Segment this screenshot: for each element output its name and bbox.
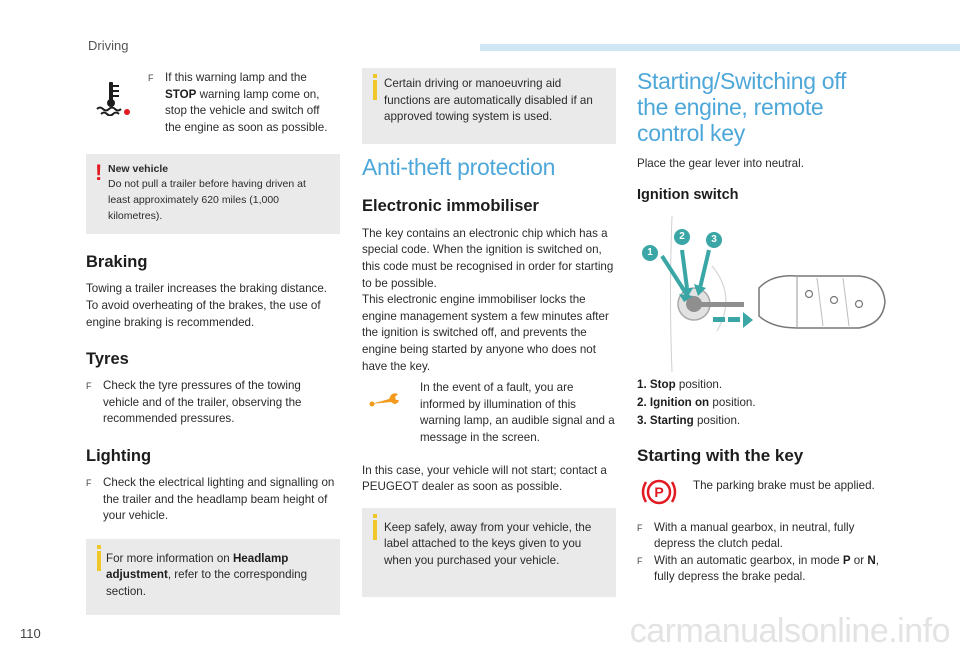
parking-brake-text: The parking brake must be applied. [693,478,875,492]
towing-info-box [362,68,616,144]
anti-theft-heading: Anti-theft protection [362,153,556,180]
info-icon [97,551,101,571]
exclamation-warning-icon: ! [95,160,103,186]
bullet-marker-icon: F [637,555,643,566]
bullet-marker-icon: F [86,381,92,392]
automatic-gearbox-bullet: F With an automatic gearbox, in mode P or N, fully depress the brake pedal. [637,553,887,586]
ignition-key-diagram [637,216,887,372]
parking-brake-block [637,476,887,508]
tyres-bullet: F Check the tyre pressures of the towing vehicle and of the trailer, observing the recommended pressures. [86,378,340,428]
info-icon [373,80,377,100]
list-item: 1. Stop position. [637,377,723,391]
new-vehicle-title: New vehicle [108,163,169,176]
gear-neutral-text: Place the gear lever into neutral. [637,157,804,170]
info-icon [373,520,377,540]
diagram-marker-1: 1 [642,245,658,261]
column-2 [362,68,616,597]
bullet-marker-icon: F [637,522,643,533]
column-3 [637,68,887,586]
list-item: 2. Ignition on position. [637,395,756,409]
ignition-switch-heading: Ignition switch [637,186,739,203]
keys-label-text: Keep safely, away from your vehicle, the label attached to the keys given to you when you purchased your vehicle. [384,520,592,567]
immobiliser-para-2: This electronic engine immobiliser locks the engine management system a few minutes after the ignition is switched off, and prevents the engine being started by anyone who does not have the key. [362,293,609,373]
page-number: 110 [20,626,41,641]
starting-with-key-heading: Starting with the key [637,445,804,465]
diagram-marker-3: 3 [706,232,722,248]
immobiliser-para-1: The key contains an electronic chip which has a special code. When the ignition is switched on, this code must be recognised in order for starting to be possible. [362,226,614,290]
headlamp-info-box [86,539,340,615]
new-vehicle-warning-box [86,154,340,234]
svg-text:P: P [654,483,664,500]
tyres-heading: Tyres [86,350,129,369]
manual-gearbox-bullet: F With a manual gearbox, in neutral, fully depress the clutch pedal. [637,520,887,553]
diagram-marker-2: 2 [674,229,690,245]
parking-brake-icon [637,476,681,508]
fault-block [362,380,616,446]
towing-info-text: Certain driving or manoeuvring aid functions are automatically disabled if an approved towing system is used. [384,77,593,124]
immobiliser-para-3: In this case, your vehicle will not start; contact a PEUGEOT dealer as soon as possible. [362,463,607,494]
section-bar [480,44,960,51]
engine-temperature-warning-icon [86,70,136,136]
list-item: 3. Starting position. [637,413,741,427]
section-title: Driving [88,38,129,53]
braking-heading: Braking [86,253,148,272]
temperature-warning-block [86,70,340,136]
bullet-marker-icon: F [148,73,154,83]
headlamp-info-text: For more information on Headlamp adjustment, refer to the corresponding section. [106,551,308,598]
braking-text: Towing a trailer increases the braking distance. To avoid overheating of the brakes, the use of engine braking is recommended. [86,282,328,329]
new-vehicle-text: Do not pull a trailer before having driven at least approximately 620 miles (1,000 kilometres). [108,178,306,223]
wrench-icon [362,380,408,446]
bullet-marker-icon: F [86,477,92,488]
watermark: carmanualsonline.info [629,612,950,649]
keys-label-info-box [362,508,616,598]
lighting-bullet: F Check the electrical lighting and signalling on the trailer and the headlamp beam height of your vehicle. [86,475,340,525]
ignition-positions-list [637,376,887,430]
column-1 [86,68,340,615]
lighting-heading: Lighting [86,446,152,465]
temperature-warning-text: If this warning lamp and the STOP warning lamp come on, stop the vehicle and switch off the engine as soon as possible. [165,71,328,134]
immobiliser-heading: Electronic immobiliser [362,196,539,215]
fault-text: In the event of a fault, you are informed by illumination of this warning lamp, an audible signal and a message in the screen. [420,381,615,444]
starting-heading: Starting/Switching off the engine, remote control key [637,68,847,146]
